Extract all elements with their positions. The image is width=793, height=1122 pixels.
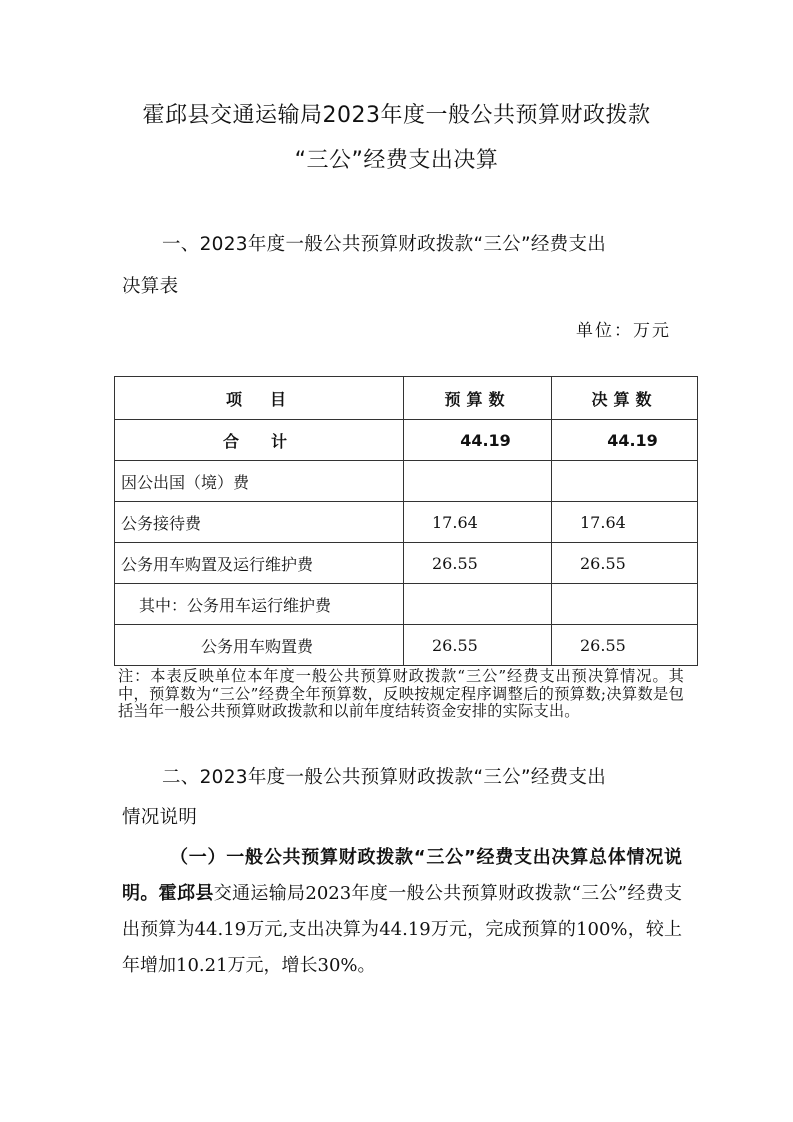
document-title-line-1: 霍邱县交通运输局2023年度一般公共预算财政拨款 [142, 103, 651, 128]
unit-label: 单位：万元 [576, 321, 671, 341]
document-title-line-2: “三公”经费支出决算 [294, 148, 499, 173]
row-label: 因公出国（境）费 [115, 461, 404, 502]
row-actual: 26.55 [552, 625, 698, 666]
total-budget: 44.19 [404, 420, 552, 461]
paragraph-bold-lead: （一）一般公共预算财政拨款“三公”经费支出决算总体情况说明。霍邱县 [122, 847, 682, 904]
row-label: 其中：公务用车运行维护费 [115, 584, 404, 625]
row-label: 公务用车购置及运行维护费 [115, 543, 404, 584]
table-row [115, 543, 698, 584]
total-label: 合 计 [115, 420, 404, 461]
row-label: 公务接待费 [115, 502, 404, 543]
header-actual: 决算数 [552, 377, 698, 420]
row-budget: 17.64 [404, 502, 552, 543]
table-total-row [115, 420, 698, 461]
table-row [115, 461, 698, 502]
section-2-heading-line-1: 二、2023年度一般公共预算财政拨款“三公”经费支出 [162, 767, 607, 788]
row-label: 公务用车购置费 [115, 625, 404, 666]
row-budget: 26.55 [404, 543, 552, 584]
row-actual: 26.55 [552, 543, 698, 584]
section-2-heading-line-2: 情况说明 [122, 807, 198, 828]
row-budget: 26.55 [404, 625, 552, 666]
header-item: 项 目 [115, 377, 404, 420]
table-header-row [115, 377, 698, 420]
section-1-heading-line-2: 决算表 [122, 276, 179, 297]
budget-table [114, 376, 698, 666]
paragraph-body: 交通运输局2023年度一般公共预算财政拨款“三公”经费支出预算为44.19万元,支出决算为44.19万元，完成预算的100%，较上年增加10.21万元，增长30%。 [122, 883, 682, 976]
section-1-heading-line-1: 一、2023年度一般公共预算财政拨款“三公”经费支出 [162, 234, 607, 255]
row-budget [404, 461, 552, 502]
total-actual: 44.19 [552, 420, 698, 461]
paragraph-overall-summary [122, 840, 682, 984]
row-actual: 17.64 [552, 502, 698, 543]
row-actual [552, 584, 698, 625]
table-note: 注：本表反映单位本年度一般公共预算财政拨款“三公”经费支出预决算情况。其中，预算数为“三公”经费全年预算数，反映按规定程序调整后的预算数;决算数是包括当年一般公共预算财政拨款和以前年度结转资金安排的实际支出。 [118, 667, 684, 720]
row-budget [404, 584, 552, 625]
table-row [115, 502, 698, 543]
row-actual [552, 461, 698, 502]
header-budget: 预算数 [404, 377, 552, 420]
table-row [115, 584, 698, 625]
table-row [115, 625, 698, 666]
